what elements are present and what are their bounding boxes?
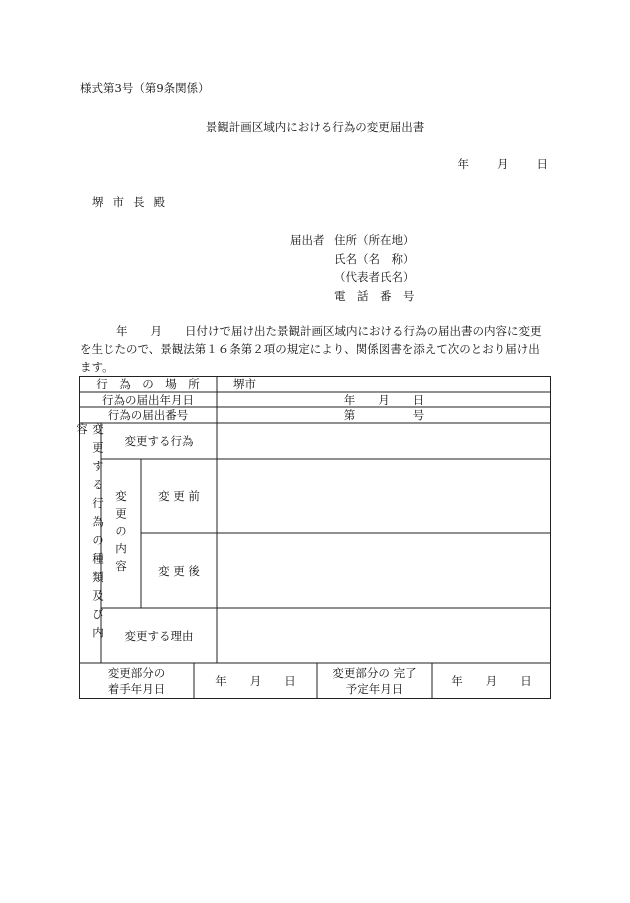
change-content-label: 変更の内容 [114, 489, 128, 578]
year-label: 年 [457, 157, 469, 171]
name-field: 氏名（名 称） [334, 251, 415, 266]
reason-label: 変更する理由 [124, 628, 194, 643]
phone-field: 電 話 番 号 [334, 288, 415, 303]
notification-number-value: 第 号 [343, 408, 425, 422]
start-date-label: 変更部分の 着手年月日 [107, 666, 166, 696]
before-change-label: 変 更 前 [158, 489, 200, 503]
applicant-block [290, 231, 415, 305]
location-value: 堺市 [233, 377, 256, 391]
location-label: 行 為 の 場 所 [96, 377, 200, 391]
address-field: 住所（所在地） [334, 233, 415, 247]
date-line [458, 156, 549, 172]
notification-date-label: 行為の届出年月日 [102, 392, 194, 407]
body-line-2: を生じたので、景観法第１６条第２項の規定により、関係図書を添えて次のとおり届け出 [80, 342, 540, 356]
end-date-label: 変更部分の 完了予定年月日 [332, 666, 417, 696]
body-text [80, 322, 555, 376]
notification-number-label: 行為の届出番号 [107, 408, 189, 422]
day-label: 日 [536, 157, 548, 171]
body-line-1: 年 月 日付けで届け出た景観計画区域内における行為の届出書の内容に変更 [116, 324, 542, 338]
representative-field: （代表者氏名） [334, 270, 415, 284]
document-title: 景観計画区域内における行為の変更届出書 [205, 120, 425, 134]
after-change-label: 変 更 後 [158, 563, 200, 578]
start-date-value: 年 月 日 [215, 674, 296, 688]
end-date-value: 年 月 日 [451, 674, 532, 688]
addressee: 堺市長殿 [92, 195, 174, 209]
month-label: 月 [497, 157, 509, 171]
form-number: 様式第3号（第9条関係） [80, 81, 210, 95]
change-section-label: 変更する行為の種類及び内容 [75, 423, 105, 645]
body-line-3: ます。 [80, 360, 114, 374]
applicant-label: 届出者 [290, 233, 325, 247]
changed-action-label: 変更する行為 [124, 434, 194, 448]
change-form-table [75, 376, 551, 699]
notification-date-value: 年 月 日 [343, 392, 425, 407]
